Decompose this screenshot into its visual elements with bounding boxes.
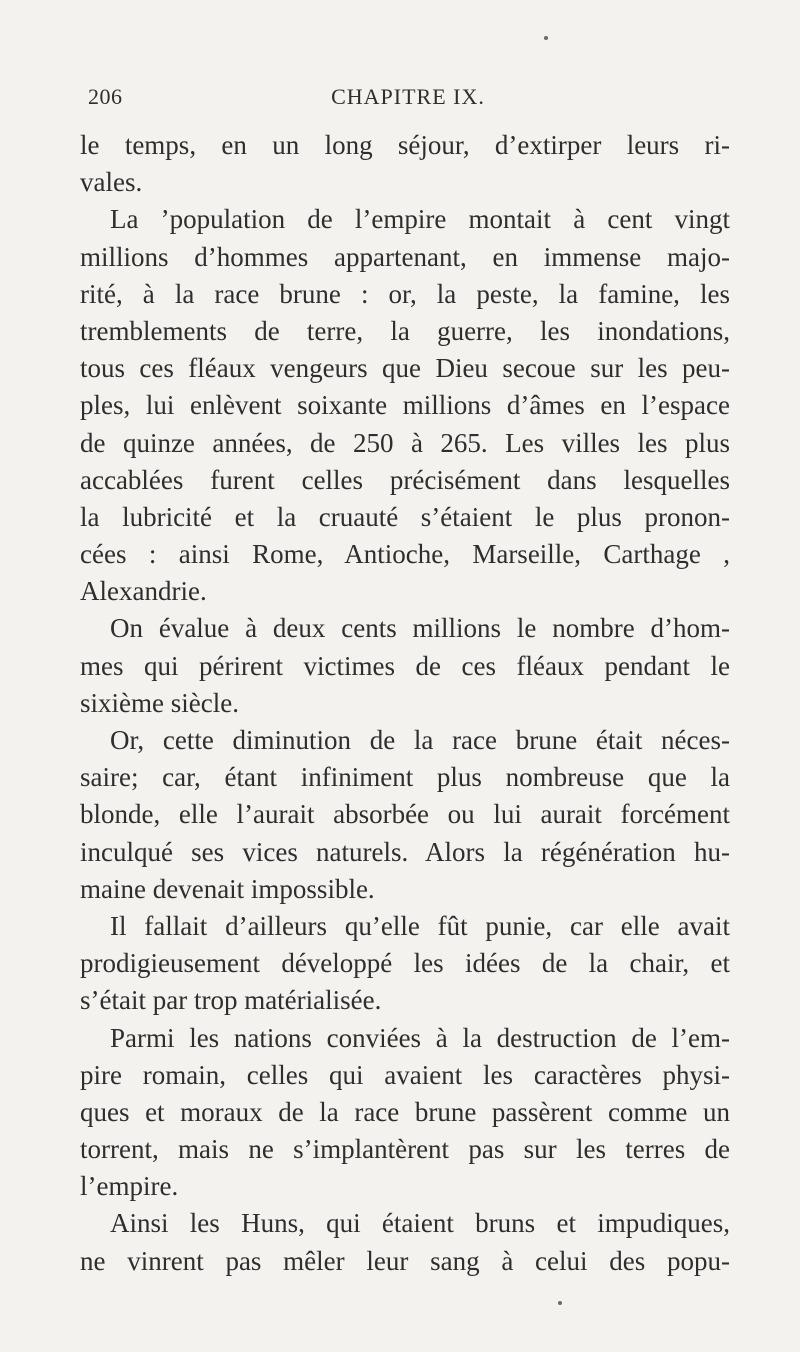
text-line: le temps, en un long séjour, d’extirper leurs ri-	[80, 130, 730, 160]
body-text	[80, 127, 730, 1280]
text-line: Parmi les nations conviées à la destruction de l’em-	[110, 1022, 730, 1053]
text-line: On évalue à deux cents millions le nombre d’hom-	[110, 613, 730, 644]
text-line: inculqué ses vices naturels. Alors la régénération hu-	[80, 836, 730, 867]
text-line: la lubricité et la cruauté s’étaient le plus pronon-	[80, 501, 730, 532]
text-line: tremblements de terre, la guerre, les inondations,	[80, 315, 730, 346]
text-line: cées : ainsi Rome, Antioche, Marseille, Carthage ,	[80, 539, 730, 570]
text-line: sixième siècle.	[80, 687, 239, 718]
text-line: Il fallait d’ailleurs qu’elle fût punie, car elle avait	[110, 910, 730, 941]
text-line: millions d’hommes appartenant, en immense majo-	[80, 241, 730, 272]
text-line: torrent, mais ne s’implantèrent pas sur les terres de	[80, 1134, 730, 1165]
print-speck	[544, 36, 548, 40]
text-line: Or, cette diminution de la race brune était néces-	[110, 725, 730, 755]
text-line: rité, à la race brune : or, la peste, la famine, les	[80, 278, 730, 309]
text-line: pire romain, celles qui avaient les caractères physi-	[80, 1059, 730, 1090]
text-line: maine devenait impossible.	[80, 873, 375, 904]
text-line: l’empire.	[80, 1171, 179, 1202]
running-title: CHAPITRE IX.	[331, 84, 485, 109]
text-line: Ainsi les Huns, qui étaient bruns et impudiques,	[110, 1208, 730, 1239]
text-line: blonde, elle l’aurait absorbée ou lui aurait forcément	[80, 799, 730, 830]
text-line: ques et moraux de la race brune passèrent comme un	[80, 1096, 730, 1127]
text-line: de quinze années, de 250 à 265. Les villes les plus	[80, 427, 730, 458]
print-speck	[558, 1301, 562, 1305]
text-line: prodigieusement développé les idées de la chair, et	[80, 948, 730, 979]
text-line: La ’population de l’empire montait à cent vingt	[110, 204, 730, 235]
page-header	[88, 84, 728, 114]
text-line: saire; car, étant infiniment plus nombreuse que la	[80, 762, 730, 793]
text-line: Alexandrie.	[80, 576, 207, 607]
text-line: vales.	[80, 167, 143, 198]
text-line: accablées furent celles précisément dans lesquelles	[80, 464, 730, 495]
text-line: ne vinrent pas mêler leur sang à celui des popu-	[80, 1245, 730, 1276]
text-line: s’était par trop matérialisée.	[80, 985, 382, 1016]
text-line: ples, lui enlèvent soixante millions d’âmes en l’espace	[80, 390, 730, 421]
text-line: mes qui périrent victimes de ces fléaux pendant le	[80, 650, 730, 681]
page-number: 206	[88, 84, 123, 109]
text-line: tous ces fléaux vengeurs que Dieu secoue sur les peu-	[80, 353, 730, 384]
